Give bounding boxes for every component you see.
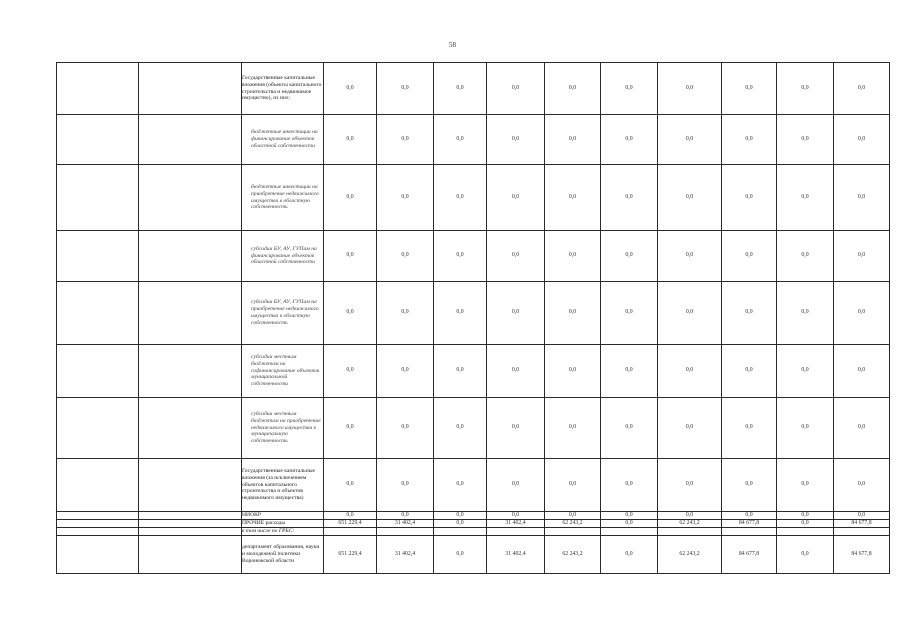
value-cell: 0,0 (777, 165, 834, 231)
value-cell: 0,0 (658, 231, 722, 282)
value-cell: 0,0 (377, 63, 434, 115)
value-cell: 0,0 (777, 398, 834, 459)
budget-table (56, 62, 890, 574)
value-cell: 0,0 (601, 345, 658, 398)
value-cell: 0,0 (487, 63, 545, 115)
value-cell: 0,0 (324, 231, 377, 282)
blank-cell (57, 63, 139, 115)
value-cell: 0,0 (658, 512, 722, 520)
row-label: Государственные капитальные вложения (за исключением объектов капитального строительства и объектов недвижимого имущества) (242, 459, 324, 512)
value-cell: 84 677,8 (722, 536, 777, 574)
value-cell: 0,0 (434, 520, 487, 528)
row-label: субсидии местным бюджетам на софинансирование объектов муниципальной собственности (242, 345, 324, 398)
value-cell: 0,0 (658, 63, 722, 115)
value-cell: 62 243,2 (658, 520, 722, 528)
row-label: Государственные капитальные вложения (объекты капитального строительства и недвижимое имущество), из них: (242, 63, 324, 115)
value-cell: 0,0 (487, 165, 545, 231)
blank-cell (57, 165, 139, 231)
blank-cell (139, 536, 242, 574)
value-cell: 0,0 (487, 459, 545, 512)
value-cell: 0,0 (601, 63, 658, 115)
value-cell: 0,0 (377, 165, 434, 231)
value-cell: 0,0 (601, 512, 658, 520)
blank-cell (57, 528, 139, 536)
value-cell (545, 528, 601, 536)
blank-cell (139, 115, 242, 165)
value-cell: 0,0 (777, 282, 834, 345)
blank-cell (57, 115, 139, 165)
value-cell: 0,0 (324, 512, 377, 520)
value-cell (434, 528, 487, 536)
value-cell: 0,0 (777, 536, 834, 574)
value-cell: 0,0 (377, 282, 434, 345)
blank-cell (57, 398, 139, 459)
value-cell: 0,0 (722, 282, 777, 345)
page-number: 58 (449, 41, 456, 49)
value-cell: 0,0 (434, 512, 487, 520)
value-cell: 0,0 (834, 115, 890, 165)
value-cell: 0,0 (601, 398, 658, 459)
value-cell: 0,0 (487, 345, 545, 398)
blank-cell (57, 536, 139, 574)
value-cell: 31 402,4 (487, 536, 545, 574)
value-cell: 0,0 (601, 115, 658, 165)
value-cell: 0,0 (722, 398, 777, 459)
blank-cell (139, 512, 242, 520)
value-cell: 0,0 (545, 63, 601, 115)
value-cell: 0,0 (434, 536, 487, 574)
blank-cell (139, 165, 242, 231)
value-cell: 0,0 (834, 459, 890, 512)
value-cell: 0,0 (377, 398, 434, 459)
value-cell: 0,0 (324, 282, 377, 345)
value-cell: 0,0 (601, 536, 658, 574)
value-cell: 0,0 (377, 345, 434, 398)
value-cell: 62 243,2 (545, 520, 601, 528)
value-cell: 0,0 (777, 63, 834, 115)
value-cell: 0,0 (777, 512, 834, 520)
value-cell: 0,0 (834, 231, 890, 282)
value-cell: 0,0 (601, 520, 658, 528)
value-cell: 0,0 (601, 282, 658, 345)
value-cell: 0,0 (722, 165, 777, 231)
value-cell (722, 528, 777, 536)
blank-cell (139, 520, 242, 528)
blank-cell (57, 520, 139, 528)
blank-cell (139, 63, 242, 115)
table-row (57, 520, 890, 528)
table-row (57, 512, 890, 520)
value-cell: 0,0 (601, 459, 658, 512)
blank-cell (139, 398, 242, 459)
row-label: в том числе по ГРБС: (242, 528, 324, 536)
value-cell (601, 528, 658, 536)
value-cell: 0,0 (545, 512, 601, 520)
blank-cell (57, 231, 139, 282)
value-cell: 0,0 (722, 63, 777, 115)
value-cell: 0,0 (658, 459, 722, 512)
row-label: бюджетные инвестиции на финансирование объектов областной собственности (242, 115, 324, 165)
value-cell: 0,0 (834, 345, 890, 398)
value-cell: 0,0 (545, 115, 601, 165)
value-cell: 0,0 (487, 115, 545, 165)
table-row (57, 459, 890, 512)
value-cell: 0,0 (545, 165, 601, 231)
value-cell (377, 528, 434, 536)
value-cell: 0,0 (834, 282, 890, 345)
blank-cell (139, 459, 242, 512)
value-cell: 0,0 (658, 282, 722, 345)
value-cell: 0,0 (487, 512, 545, 520)
value-cell: 62 243,2 (658, 536, 722, 574)
value-cell: 0,0 (834, 512, 890, 520)
value-cell: 84 677,8 (722, 520, 777, 528)
table-row (57, 165, 890, 231)
row-label: департамент образования, науки и молодежной политики Воронежской области (242, 536, 324, 574)
row-label: ПРОЧИЕ расходы (242, 520, 324, 528)
value-cell: 0,0 (377, 459, 434, 512)
row-label: НИОКР (242, 512, 324, 520)
value-cell: 0,0 (658, 398, 722, 459)
value-cell: 0,0 (377, 231, 434, 282)
value-cell: 0,0 (434, 459, 487, 512)
value-cell: 651 229,4 (324, 520, 377, 528)
value-cell: 0,0 (777, 520, 834, 528)
table-row (57, 345, 890, 398)
table-row (57, 231, 890, 282)
value-cell: 0,0 (434, 345, 487, 398)
value-cell (487, 528, 545, 536)
row-label: субсидии БУ, АУ, ГУПам на финансирование объектов областной собственности (242, 231, 324, 282)
value-cell: 0,0 (545, 459, 601, 512)
value-cell: 0,0 (834, 398, 890, 459)
table-row (57, 115, 890, 165)
blank-cell (139, 231, 242, 282)
value-cell (777, 528, 834, 536)
value-cell: 0,0 (324, 165, 377, 231)
value-cell: 0,0 (324, 459, 377, 512)
table-row (57, 63, 890, 115)
value-cell: 0,0 (601, 165, 658, 231)
value-cell: 0,0 (377, 512, 434, 520)
value-cell: 0,0 (487, 282, 545, 345)
value-cell: 0,0 (722, 459, 777, 512)
value-cell: 0,0 (487, 231, 545, 282)
value-cell (324, 528, 377, 536)
value-cell: 0,0 (545, 398, 601, 459)
value-cell: 0,0 (324, 345, 377, 398)
value-cell: 31 402,4 (487, 520, 545, 528)
value-cell: 0,0 (777, 345, 834, 398)
value-cell: 0,0 (834, 63, 890, 115)
blank-cell (139, 528, 242, 536)
value-cell (658, 528, 722, 536)
table-row (57, 536, 890, 574)
value-cell: 0,0 (434, 63, 487, 115)
value-cell: 0,0 (434, 282, 487, 345)
table-row (57, 528, 890, 536)
value-cell: 0,0 (434, 165, 487, 231)
row-label: бюджетные инвестиции на приобретение недвижимого имущества в областную собственность (242, 165, 324, 231)
blank-cell (139, 282, 242, 345)
value-cell: 0,0 (722, 231, 777, 282)
table-row (57, 282, 890, 345)
value-cell: 62 243,2 (545, 536, 601, 574)
value-cell: 31 402,4 (377, 520, 434, 528)
value-cell: 0,0 (434, 115, 487, 165)
blank-cell (57, 345, 139, 398)
value-cell: 84 677,8 (834, 520, 890, 528)
value-cell: 0,0 (324, 398, 377, 459)
value-cell: 0,0 (324, 115, 377, 165)
row-label: субсидии БУ, АУ, ГУПам на приобретение недвижимого имущества в областную собственность (242, 282, 324, 345)
value-cell: 0,0 (487, 398, 545, 459)
value-cell: 0,0 (545, 231, 601, 282)
blank-cell (57, 282, 139, 345)
value-cell: 0,0 (777, 459, 834, 512)
value-cell: 0,0 (434, 231, 487, 282)
value-cell (834, 528, 890, 536)
blank-cell (139, 345, 242, 398)
blank-cell (57, 459, 139, 512)
value-cell: 0,0 (722, 115, 777, 165)
value-cell: 0,0 (777, 115, 834, 165)
value-cell: 0,0 (434, 398, 487, 459)
value-cell: 84 677,8 (834, 536, 890, 574)
value-cell: 0,0 (834, 165, 890, 231)
value-cell: 0,0 (377, 115, 434, 165)
value-cell: 0,0 (658, 115, 722, 165)
value-cell: 651 229,4 (324, 536, 377, 574)
value-cell: 0,0 (545, 345, 601, 398)
value-cell: 31 402,4 (377, 536, 434, 574)
value-cell: 0,0 (722, 345, 777, 398)
value-cell: 0,0 (601, 231, 658, 282)
value-cell: 0,0 (545, 282, 601, 345)
blank-cell (57, 512, 139, 520)
value-cell: 0,0 (324, 63, 377, 115)
value-cell: 0,0 (722, 512, 777, 520)
row-label: субсидии местным бюджетам на приобретение недвижимого имущества в муниципальную собственность (242, 398, 324, 459)
value-cell: 0,0 (777, 231, 834, 282)
table-row (57, 398, 890, 459)
value-cell: 0,0 (658, 345, 722, 398)
value-cell: 0,0 (658, 165, 722, 231)
